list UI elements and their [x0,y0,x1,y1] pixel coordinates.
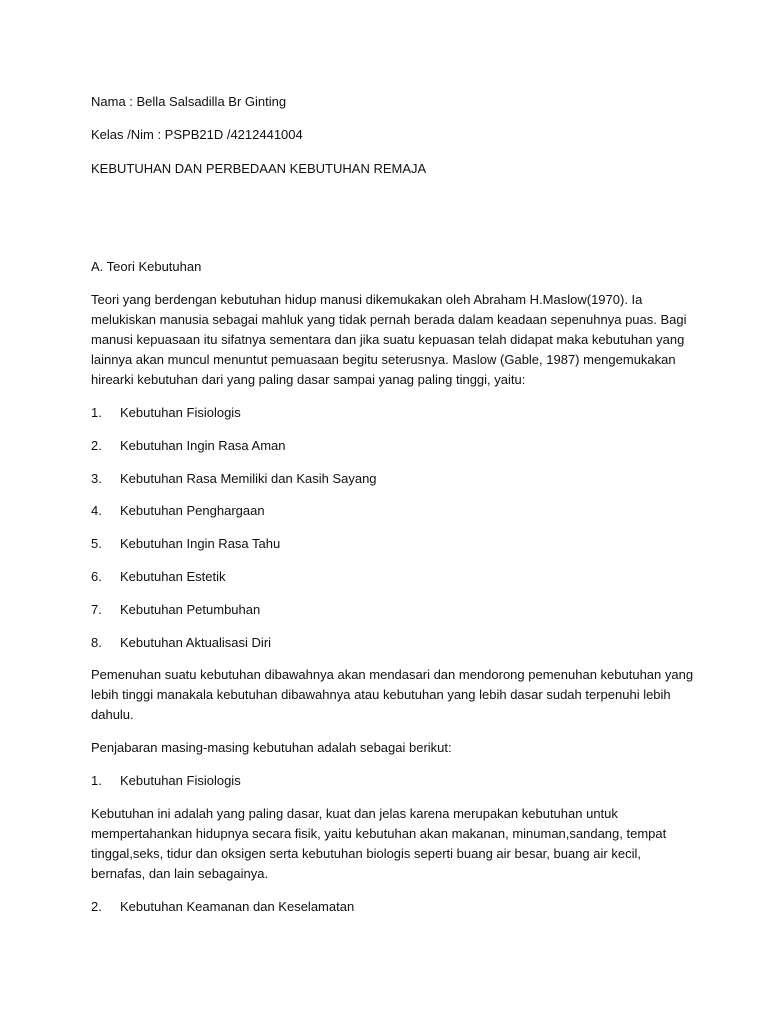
intro-paragraph [91,290,691,390]
list-item-number: 6. [91,569,102,584]
list-item-number: 3. [91,471,102,486]
fulfillment-paragraph [91,665,694,725]
section-heading: A. Teori Kebutuhan [91,259,202,274]
physiological-paragraph [91,804,691,884]
student-class-nim: Kelas /Nim : PSPB21D /4212441004 [91,127,303,142]
list-item: Kebutuhan Ingin Rasa Tahu [120,536,281,551]
detail-number: 1. [91,773,102,788]
paragraph-line: tinggal,seks, tidur dan oksigen serta kebutuhan biologis seperti buang air besar, buang air kecil, [91,846,641,861]
list-item: Kebutuhan Ingin Rasa Aman [120,438,286,453]
paragraph-line: Pemenuhan suatu kebutuhan dibawahnya akan mendasari dan mendorong pemenuhan kebutuhan yang [91,667,694,682]
paragraph-line: hirearki kebutuhan dari yang paling dasar sampai yanag paling tinggi, yaitu: [91,372,526,387]
paragraph-line: lainnya akan muncul menuntut pemuasaan begitu seterusnya. Maslow (Gable, 1987) mengemukakan [91,352,676,367]
list-item-number: 1. [91,405,102,420]
paragraph-line: manusi kepuasaan itu sifatnya sementara dan jika suatu kepuasan telah didapat maka kebutuhan yang [91,332,685,347]
list-item: Kebutuhan Fisiologis [120,405,241,420]
paragraph-line: Kebutuhan ini adalah yang paling dasar, kuat dan jelas karena merupakan kebutuhan untuk [91,806,618,821]
list-item: Kebutuhan Estetik [120,569,226,584]
paragraph-line: Teori yang berdengan kebutuhan hidup manusi dikemukakan oleh Abraham H.Maslow(1970). Ia [91,292,643,307]
list-item-number: 2. [91,438,102,453]
list-item: Kebutuhan Petumbuhan [120,602,261,617]
explanation-intro: Penjabaran masing-masing kebutuhan adalah sebagai berikut: [91,740,452,755]
paragraph-line: melukiskan manusia sebagai mahluk yang tidak pernah berada dalam keadaan sepenuhnya puas. Bagi [91,312,687,327]
paragraph-line: mempertahankan hidupnya secara fisik, yaitu kebutuhan akan makanan, minuman,sandang, tempat [91,826,667,841]
list-item: Kebutuhan Rasa Memiliki dan Kasih Sayang [120,471,377,486]
list-item: Kebutuhan Aktualisasi Diri [120,635,272,650]
detail-number: 2. [91,899,102,914]
detail-heading: Kebutuhan Keamanan dan Keselamatan [120,899,355,914]
list-item-number: 4. [91,503,102,518]
detail-heading: Kebutuhan Fisiologis [120,773,241,788]
paragraph-line: bernafas, dan lain sebagainya. [91,866,269,881]
paragraph-line: lebih tinggi manakala kebutuhan dibawahnya atau kebutuhan yang lebih dasar sudah terpenuhi lebih [91,687,671,702]
list-item-number: 7. [91,602,102,617]
paragraph-line: dahulu. [91,707,134,722]
list-item-number: 8. [91,635,102,650]
list-item: Kebutuhan Penghargaan [120,503,265,518]
student-name: Nama : Bella Salsadilla Br Ginting [91,94,287,109]
document-title: KEBUTUHAN DAN PERBEDAAN KEBUTUHAN REMAJA [91,161,427,176]
list-item-number: 5. [91,536,102,551]
